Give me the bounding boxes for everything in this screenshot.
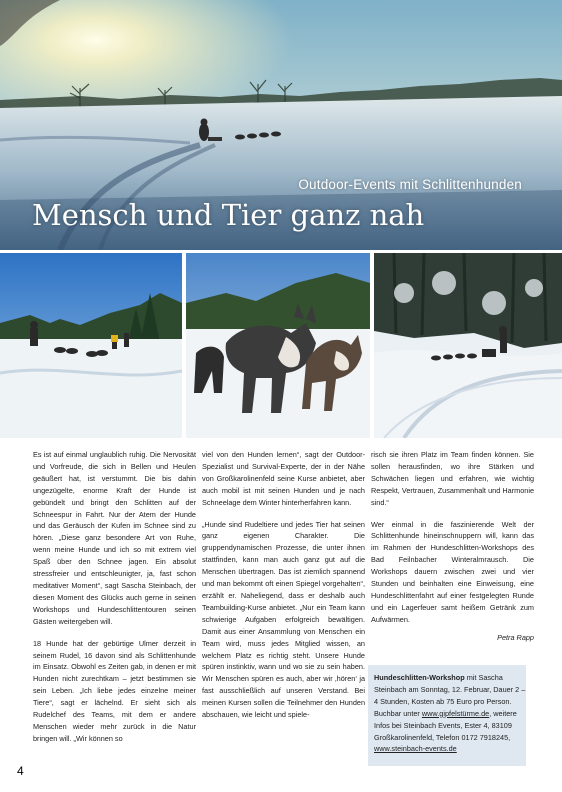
author-byline: Petra Rapp [497,632,534,642]
photo-strip [0,253,562,438]
paragraph: 18 Hunde hat der gebürtige Ulmer derzeit in seinem Rudel, 16 davon sind als Schlittenhunde im Einsatz. Obwohl es Zeiten gab, in denen er mit Hunden nicht zurechtkam – jetzt bestimmen sie sein Leben. „Ich liebe jedes einzelne meiner Tiere“, sagt er lächelnd. Er sieht sich als Rudelchef des Teams, mit dem er andere Menschen wieder mehr zurück in die Natur bringen will. „Wir können so [33,638,196,743]
photo-huskies-closeup [186,253,370,438]
booking-link[interactable]: www.gipfelstürme.de [421,708,490,718]
photo-dog-team-meadow [0,253,182,438]
paragraph: Wer einmal in die faszinierende Welt der Schlittenhunde hineinschnuppern will, kann das im Rahmen der Hundeschlitten-Workshops des Bad Feilnbacher Winteralmrausch. Die Workshops dauern zwischen zwei und vier Stunden und beinhalten eine Einweisung, eine Hundeschlittenfahrt auf einer festgelegten Runde und ein Lagerfeuer samt heißem Getränk zum Aufwärmen. [371,519,534,624]
website-link[interactable]: www.steinbach-events.de [374,744,457,754]
text-column-1 [33,449,196,755]
paragraph: viel von den Hunden lernen“, sagt der Outdoor-Spezialist und Survival-Experte, der in der Nähe von Großkarolinenfeld seine Kurse anbietet, aber auch mobil ist mit seinen Hunden und je nach Schneelage dem Winter hinterherfahren kann. [202,450,365,507]
info-box-text: mit Sascha Steinbach am Sonntag, 12. Februar, Dauer 2 – 4 Stunden, Kosten ab 75 Euro pro Person. Buchbar unter [374,673,526,718]
info-box-title: Hundeschlitten-Workshop [374,673,465,682]
info-box-text: , weitere Infos bei Steinbach Events, Ester 4, 83109 Großkarolinenfeld, Telefon 0172 7918245, [374,708,517,742]
article-headline: Mensch und Tier ganz nah [32,198,425,232]
photo-sled-forest-trail [374,253,562,438]
page-number: 4 [17,764,24,778]
text-column-3 [371,449,534,644]
paragraph: „Hunde sind Rudeltiere und jedes Tier hat seinen ganz eigenen Charakter. Die gruppendynamischen Prozesse, die unter ihnen stattfinden, kann man auch ganz gut auf die Menschen übertragen. Das ist ziemlich spannend und man bekommt oft einen Spiegel vorgehalten“, erzählt er. Naheliegend, dass er deshalb auch Teambuilding-Kurse anbietet. „Nur ein Team kann schwierige Aufgaben erfolgreich bewältigen. Damit aus einer Ansammlung von Menschen ein Team wird, muss jedes Mitglied wissen, an welchem Platz es richtig steht. Unsere Hunde spüren instinktiv, wann und wo sie zu sein haben. Wir Menschen spüren es auch, aber wir ‚hören‘ ja fast ausschließlich auf unseren Verstand. Bei meinen Kursen sollen die Teilnehmer den Hunden abschauen, wie leicht und spiele- [202,519,365,720]
paragraph: Es ist auf einmal unglaublich ruhig. Die Nervosität und Vorfreude, die sich in Bellen und Heulen geäußert hat, ist verstummt. Die bis dahin ungezügelte, enorme Kraft der Hunde ist gebündelt und bringt den Schlitten auf der Schneespur in Fahrt. Nur der Atem der Hunde und das Geräusch der Kufen im Schnee sind zu hören. „Diese ganz besondere Art von Ruhe, wenn meine Hunde und ich so mit extrem viel Spaß über den Schnee jagen. Ein absolut stressfreier und entschleunigter, ja, fast schon meditativer Moment“, sagt Sascha Steinbach, der diesen Moment des Glücks auch gerne in seinen Workshops und Hundeschlittentouren seinen Gästen weitergeben will. [33,450,196,626]
article-kicker: Outdoor-Events mit Schlittenhunden [298,177,522,192]
text-column-2 [202,449,365,731]
workshop-info-box [368,665,526,766]
paragraph: risch sie ihren Platz im Team finden können. Sie sollen herausfinden, wo ihre Stärken und Schwächen liegen und erfahren, wie wichtig Respekt, Vertrauen, Zusammenhalt und Harmonie sind.“ [371,450,534,507]
